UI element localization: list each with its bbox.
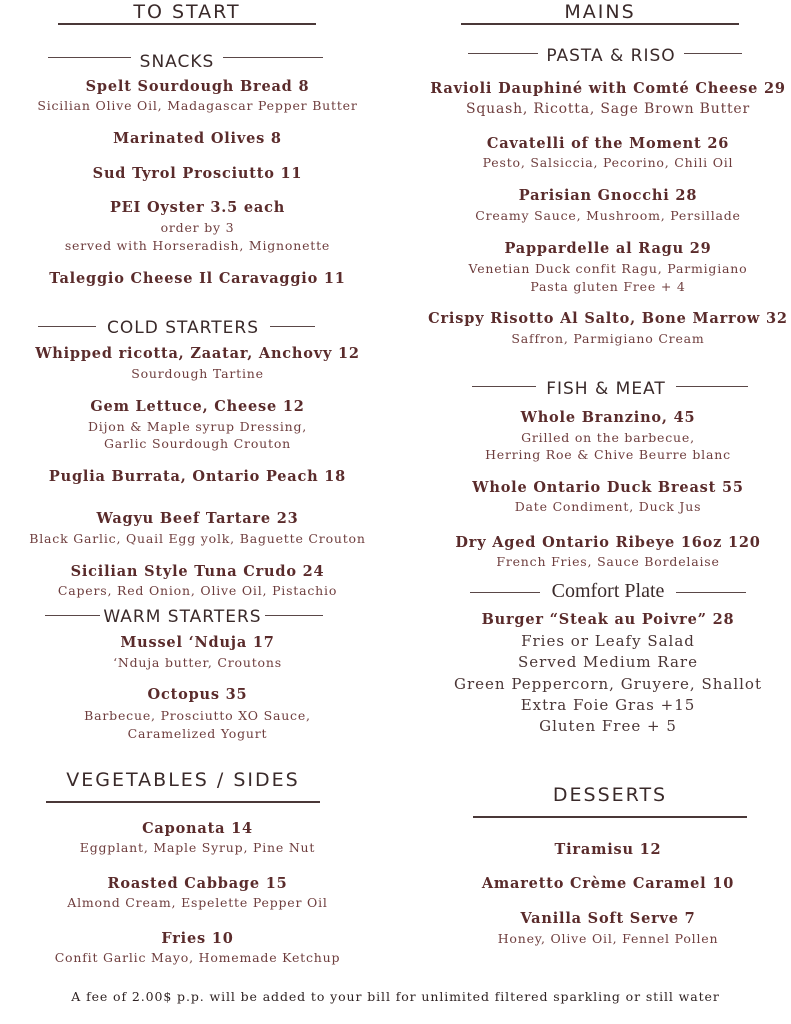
- menu-item-desc: Venetian Duck confit Ragu, Parmigiano: [468, 261, 748, 276]
- vegetables-sides-heading: VEGETABLES / SIDES: [66, 769, 300, 791]
- divider-line: [270, 326, 315, 327]
- menu-item-desc: Honey, Olive Oil, Fennel Pollen: [497, 931, 719, 946]
- menu-item-line: Green Peppercorn, Gruyere, Shallot: [454, 675, 762, 693]
- menu-item-name: Whole Branzino, 45: [520, 409, 696, 426]
- menu-item-name: Marinated Olives 8: [113, 130, 282, 147]
- menu-item-desc: Herring Roe & Chive Beurre blanc: [485, 447, 731, 462]
- menu-item-desc: Saffron, Parmigiano Cream: [511, 331, 705, 346]
- divider-line: [45, 615, 100, 616]
- menu-item-desc: Caramelized Yogurt: [127, 726, 268, 741]
- divider-line: [48, 57, 131, 58]
- menu-item-desc: Eggplant, Maple Syrup, Pine Nut: [79, 840, 316, 855]
- menu-item-desc: Date Condiment, Duck Jus: [514, 499, 702, 514]
- to-start-heading: TO START: [133, 1, 241, 23]
- menu-item-name: Sud Tyrol Prosciutto 11: [92, 165, 303, 182]
- menu-item-desc: Dijon & Maple syrup Dressing,: [87, 419, 308, 434]
- divider-line: [265, 615, 323, 616]
- desserts-rule: [473, 816, 747, 818]
- menu-item-name: Tiramisu 12: [554, 841, 662, 858]
- menu-item-name: Caponata 14: [142, 820, 253, 837]
- menu-item-desc: Almond Cream, Espelette Pepper Oil: [67, 895, 328, 910]
- snacks-heading: SNACKS: [139, 52, 215, 72]
- menu-item-name: Burger “Steak au Poivre” 28: [481, 611, 735, 628]
- menu-item-name: Spelt Sourdough Bread 8: [85, 78, 310, 95]
- menu-item-line: Fries or Leafy Salad: [521, 632, 695, 650]
- menu-item-name: PEI Oyster 3.5 each: [109, 199, 286, 216]
- fish-meat-heading: FISH & MEAT: [546, 379, 666, 399]
- menu-item-desc: Grilled on the barbecue,: [521, 430, 695, 445]
- menu-item-desc: Capers, Red Onion, Olive Oil, Pistachio: [57, 583, 338, 598]
- menu-item-name: Ravioli Dauphiné with Comté Cheese 29: [430, 80, 786, 97]
- pasta-riso-heading: PASTA & RISO: [546, 46, 676, 66]
- desserts-heading: DESSERTS: [552, 784, 668, 806]
- menu-item-name: Whole Ontario Duck Breast 55: [472, 479, 744, 496]
- menu-item-desc: ‘Nduja butter, Croutons: [113, 655, 282, 670]
- to-start-rule: [58, 23, 316, 25]
- menu-item-name: Taleggio Cheese Il Caravaggio 11: [49, 270, 346, 287]
- menu-item-desc: Pasta gluten Free + 4: [530, 279, 686, 294]
- mains-rule: [461, 23, 739, 25]
- menu-item-desc: Sourdough Tartine: [131, 366, 264, 381]
- menu-item-name: Amaretto Crème Caramel 10: [481, 875, 735, 892]
- menu-item-name: Whipped ricotta, Zaatar, Anchovy 12: [35, 345, 360, 362]
- divider-line: [684, 53, 742, 54]
- menu-item-name: Parisian Gnocchi 28: [518, 187, 698, 204]
- menu-item-desc: Sicilian Olive Oil, Madagascar Pepper Butter: [37, 98, 358, 113]
- menu-item-desc: Black Garlic, Quail Egg yolk, Baguette Crouton: [29, 531, 366, 546]
- divider-line: [676, 592, 746, 593]
- menu-item-line: Extra Foie Gras +15: [520, 696, 696, 714]
- menu-item-desc: Pesto, Salsiccia, Pecorino, Chili Oil: [482, 155, 734, 170]
- cold-starters-heading: COLD STARTERS: [106, 318, 259, 338]
- menu-item-line: Served Medium Rare: [518, 653, 698, 671]
- comfort-plate-heading: Comfort Plate: [551, 580, 665, 602]
- menu-item-name: Dry Aged Ontario Ribeye 16oz 120: [455, 534, 761, 551]
- divider-line: [38, 326, 96, 327]
- menu-item-name: Puglia Burrata, Ontario Peach 18: [48, 468, 347, 485]
- menu-item-desc: Garlic Sourdough Crouton: [103, 436, 292, 451]
- menu-item-name: Sicilian Style Tuna Crudo 24: [70, 563, 325, 580]
- vegetables-sides-rule: [46, 801, 320, 803]
- menu-item-name: Gem Lettuce, Cheese 12: [90, 398, 305, 415]
- menu-item-name: Cavatelli of the Moment 26: [486, 135, 730, 152]
- divider-line: [470, 592, 540, 593]
- divider-line: [676, 386, 748, 387]
- menu-item-name: Octopus 35: [147, 686, 248, 703]
- menu-item-name: Mussel ‘Nduja 17: [120, 634, 275, 651]
- menu-item-name: Roasted Cabbage 15: [107, 875, 288, 892]
- mains-heading: MAINS: [564, 1, 636, 23]
- divider-line: [472, 386, 536, 387]
- menu-item-desc: Confit Garlic Mayo, Homemade Ketchup: [54, 950, 341, 965]
- menu-item-desc: order by 3: [160, 220, 235, 235]
- warm-starters-heading: WARM STARTERS: [103, 607, 262, 627]
- menu-item-name: Fries 10: [161, 930, 234, 947]
- menu-item-desc: Barbecue, Prosciutto XO Sauce,: [84, 708, 311, 723]
- menu-item-desc: Squash, Ricotta, Sage Brown Butter: [465, 101, 751, 117]
- menu-item-name: Crispy Risotto Al Salto, Bone Marrow 32: [428, 310, 788, 327]
- menu-item-name: Pappardelle al Ragu 29: [504, 240, 712, 257]
- menu-item-desc: French Fries, Sauce Bordelaise: [496, 554, 720, 569]
- divider-line: [223, 57, 323, 58]
- menu-item-desc: Creamy Sauce, Mushroom, Persillade: [475, 208, 741, 223]
- menu-item-desc: served with Horseradish, Mignonette: [64, 238, 331, 253]
- menu-item-name: Wagyu Beef Tartare 23: [96, 510, 299, 527]
- menu-item-name: Vanilla Soft Serve 7: [520, 910, 696, 927]
- menu-item-line: Gluten Free + 5: [539, 717, 677, 735]
- divider-line: [468, 53, 538, 54]
- footer-note: A fee of 2.00$ p.p. will be added to your bill for unlimited filtered sparkling or still water: [71, 989, 720, 1004]
